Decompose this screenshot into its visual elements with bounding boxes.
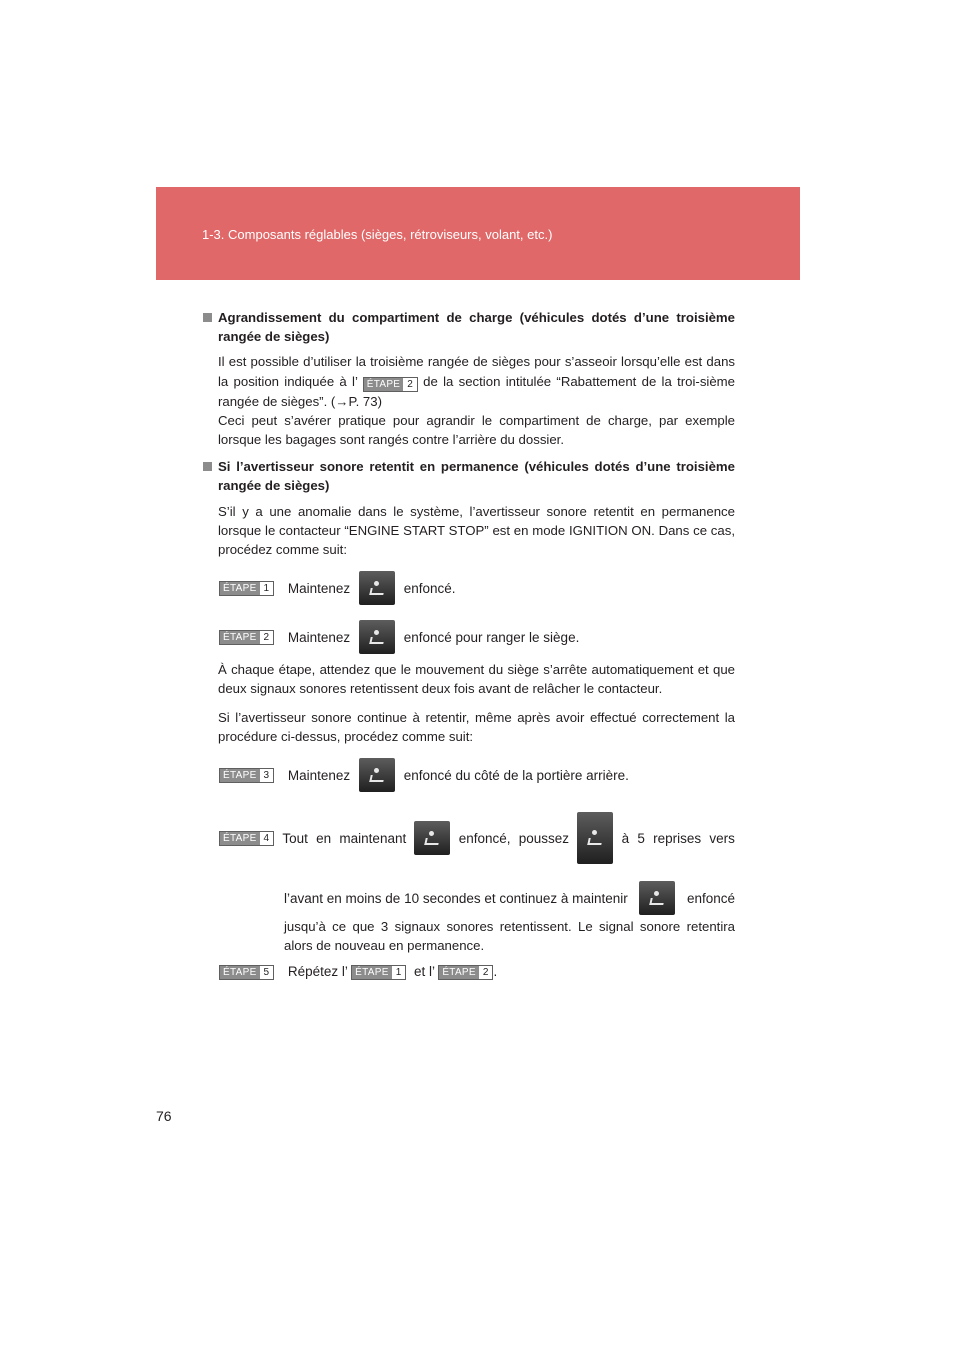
- step-text: vers: [709, 830, 735, 846]
- step-badge: [219, 581, 274, 596]
- section1-text-continued: Ceci peut s’avérer pratique pour agrandir le compartiment de charge, par exemple lorsque les bagages sont rangés contre l’arrière du dossier.: [218, 412, 735, 448]
- step-text: .: [493, 964, 498, 979]
- section2-note1: À chaque étape, attendez que le mouvement du siège s’arrête automatiquement et que deux signaux sonores retentissent deux fois avant de relâcher le contacteur.: [218, 662, 735, 697]
- step-text: enfoncé pour ranger le siège.: [403, 629, 580, 645]
- step-badge-number: 3: [260, 769, 274, 782]
- section2-heading-text: Si l’avertisseur sonore retentit en permanence (véhicules dotés d’une troisième rangée de sièges): [218, 459, 735, 494]
- step-badge-label: ÉTAPE: [220, 582, 260, 595]
- page-reference: P. 73): [348, 393, 382, 409]
- step-reference-badge: [438, 965, 493, 980]
- square-bullet-icon: [203, 462, 212, 471]
- chapter-title: 1-3. Composants réglables (sièges, rétroviseurs, volant, etc.): [202, 227, 553, 242]
- step-badge-number: 2: [403, 378, 417, 391]
- section2-note2: Si l’avertisseur sonore continue à retentir, même après avoir effectué correctement la procédure ci-dessus, procédez comme suit:: [218, 710, 735, 745]
- step-badge-label: ÉTAPE: [364, 378, 404, 391]
- step-badge: [219, 630, 274, 645]
- step-badge: [219, 965, 274, 980]
- section2-intro: S’il y a une anomalie dans le système, l’avertisseur sonore retentit en permanence lorsque le contacteur “ENGINE START STOP” est en mode IGNITION ON. Dans ce cas, procédez comme suit:: [218, 503, 735, 558]
- step-text: Maintenez: [287, 767, 351, 783]
- step-badge-label: ÉTAPE: [220, 966, 260, 979]
- step-badge-number: 5: [260, 966, 274, 979]
- step-text: en: [316, 830, 332, 846]
- step-text: l’avant en moins de 10 secondes et continuez à maintenir: [284, 890, 628, 906]
- step-text: Répétez l’: [287, 964, 348, 979]
- step-text: Maintenez: [287, 580, 351, 596]
- step-badge-label: ÉTAPE: [220, 769, 260, 782]
- step-4: [219, 812, 735, 864]
- step-4-line2: [284, 880, 735, 916]
- section1-text-before: Il est possible d’utiliser la troisième rangée de sièges pour s’asseoir lorsqu’elle est dans la position indiquée à l’: [218, 354, 735, 389]
- step-text: Tout: [282, 830, 308, 846]
- step-badge-number: 1: [260, 582, 274, 595]
- step-badge: [219, 831, 274, 846]
- step-text: et l’: [414, 964, 435, 979]
- page-number: 76: [156, 1108, 172, 1124]
- step-text: poussez: [518, 830, 570, 846]
- step-badge-number: 2: [260, 631, 274, 644]
- step-badge-number: 1: [392, 966, 406, 979]
- step-text: enfoncé: [686, 890, 735, 906]
- step-text: à: [621, 830, 630, 846]
- step-badge-number: 2: [479, 966, 493, 979]
- step-badge: [219, 768, 274, 783]
- step-text: Maintenez: [287, 629, 351, 645]
- step-text: reprises: [653, 830, 702, 846]
- step-badge-label: ÉTAPE: [439, 966, 479, 979]
- section1-text-after: de la section intitulée “Rabattement de la troi-sième rangée de sièges”. (: [218, 373, 735, 409]
- section1-heading-text: Agrandissement du compartiment de charge (véhicules dotés d’une troisième rangée de sièges): [218, 310, 735, 345]
- step-text: 5: [637, 830, 645, 846]
- step-text: enfoncé.: [403, 580, 456, 596]
- step-text: maintenant: [339, 830, 407, 846]
- seat-switch-icon: [359, 758, 395, 792]
- step-badge-label: ÉTAPE: [220, 631, 260, 644]
- step-badge-label: ÉTAPE: [352, 966, 392, 979]
- section1-paragraph: [203, 352, 735, 449]
- step-text: enfoncé,: [458, 830, 511, 846]
- step-text: enfoncé du côté de la portière arrière.: [403, 767, 629, 783]
- step-badge-label: ÉTAPE: [220, 832, 260, 845]
- seat-switch-icon: [414, 821, 450, 855]
- main-content: [203, 308, 735, 559]
- arrow-icon: →: [335, 393, 349, 409]
- section-heading: [203, 457, 735, 495]
- step-2: [219, 620, 579, 654]
- step-badge-number: 4: [260, 832, 274, 845]
- section-heading: [203, 308, 735, 346]
- seat-forward-switch-icon: [577, 812, 613, 864]
- square-bullet-icon: [203, 313, 212, 322]
- seat-switch-icon: [639, 881, 675, 915]
- step-reference-badge: [351, 965, 406, 980]
- chapter-header: [156, 187, 800, 280]
- step-reference-badge: [363, 377, 418, 392]
- seat-stow-switch-icon: [359, 620, 395, 654]
- step-5: [219, 964, 497, 980]
- step-1: [219, 571, 456, 605]
- step-3: [219, 758, 629, 792]
- step-4-line3: jusqu’à ce que 3 signaux sonores retentissent. Le signal sonore retentira alors de nouveau en permanence.: [284, 919, 735, 954]
- seat-switch-icon: [359, 571, 395, 605]
